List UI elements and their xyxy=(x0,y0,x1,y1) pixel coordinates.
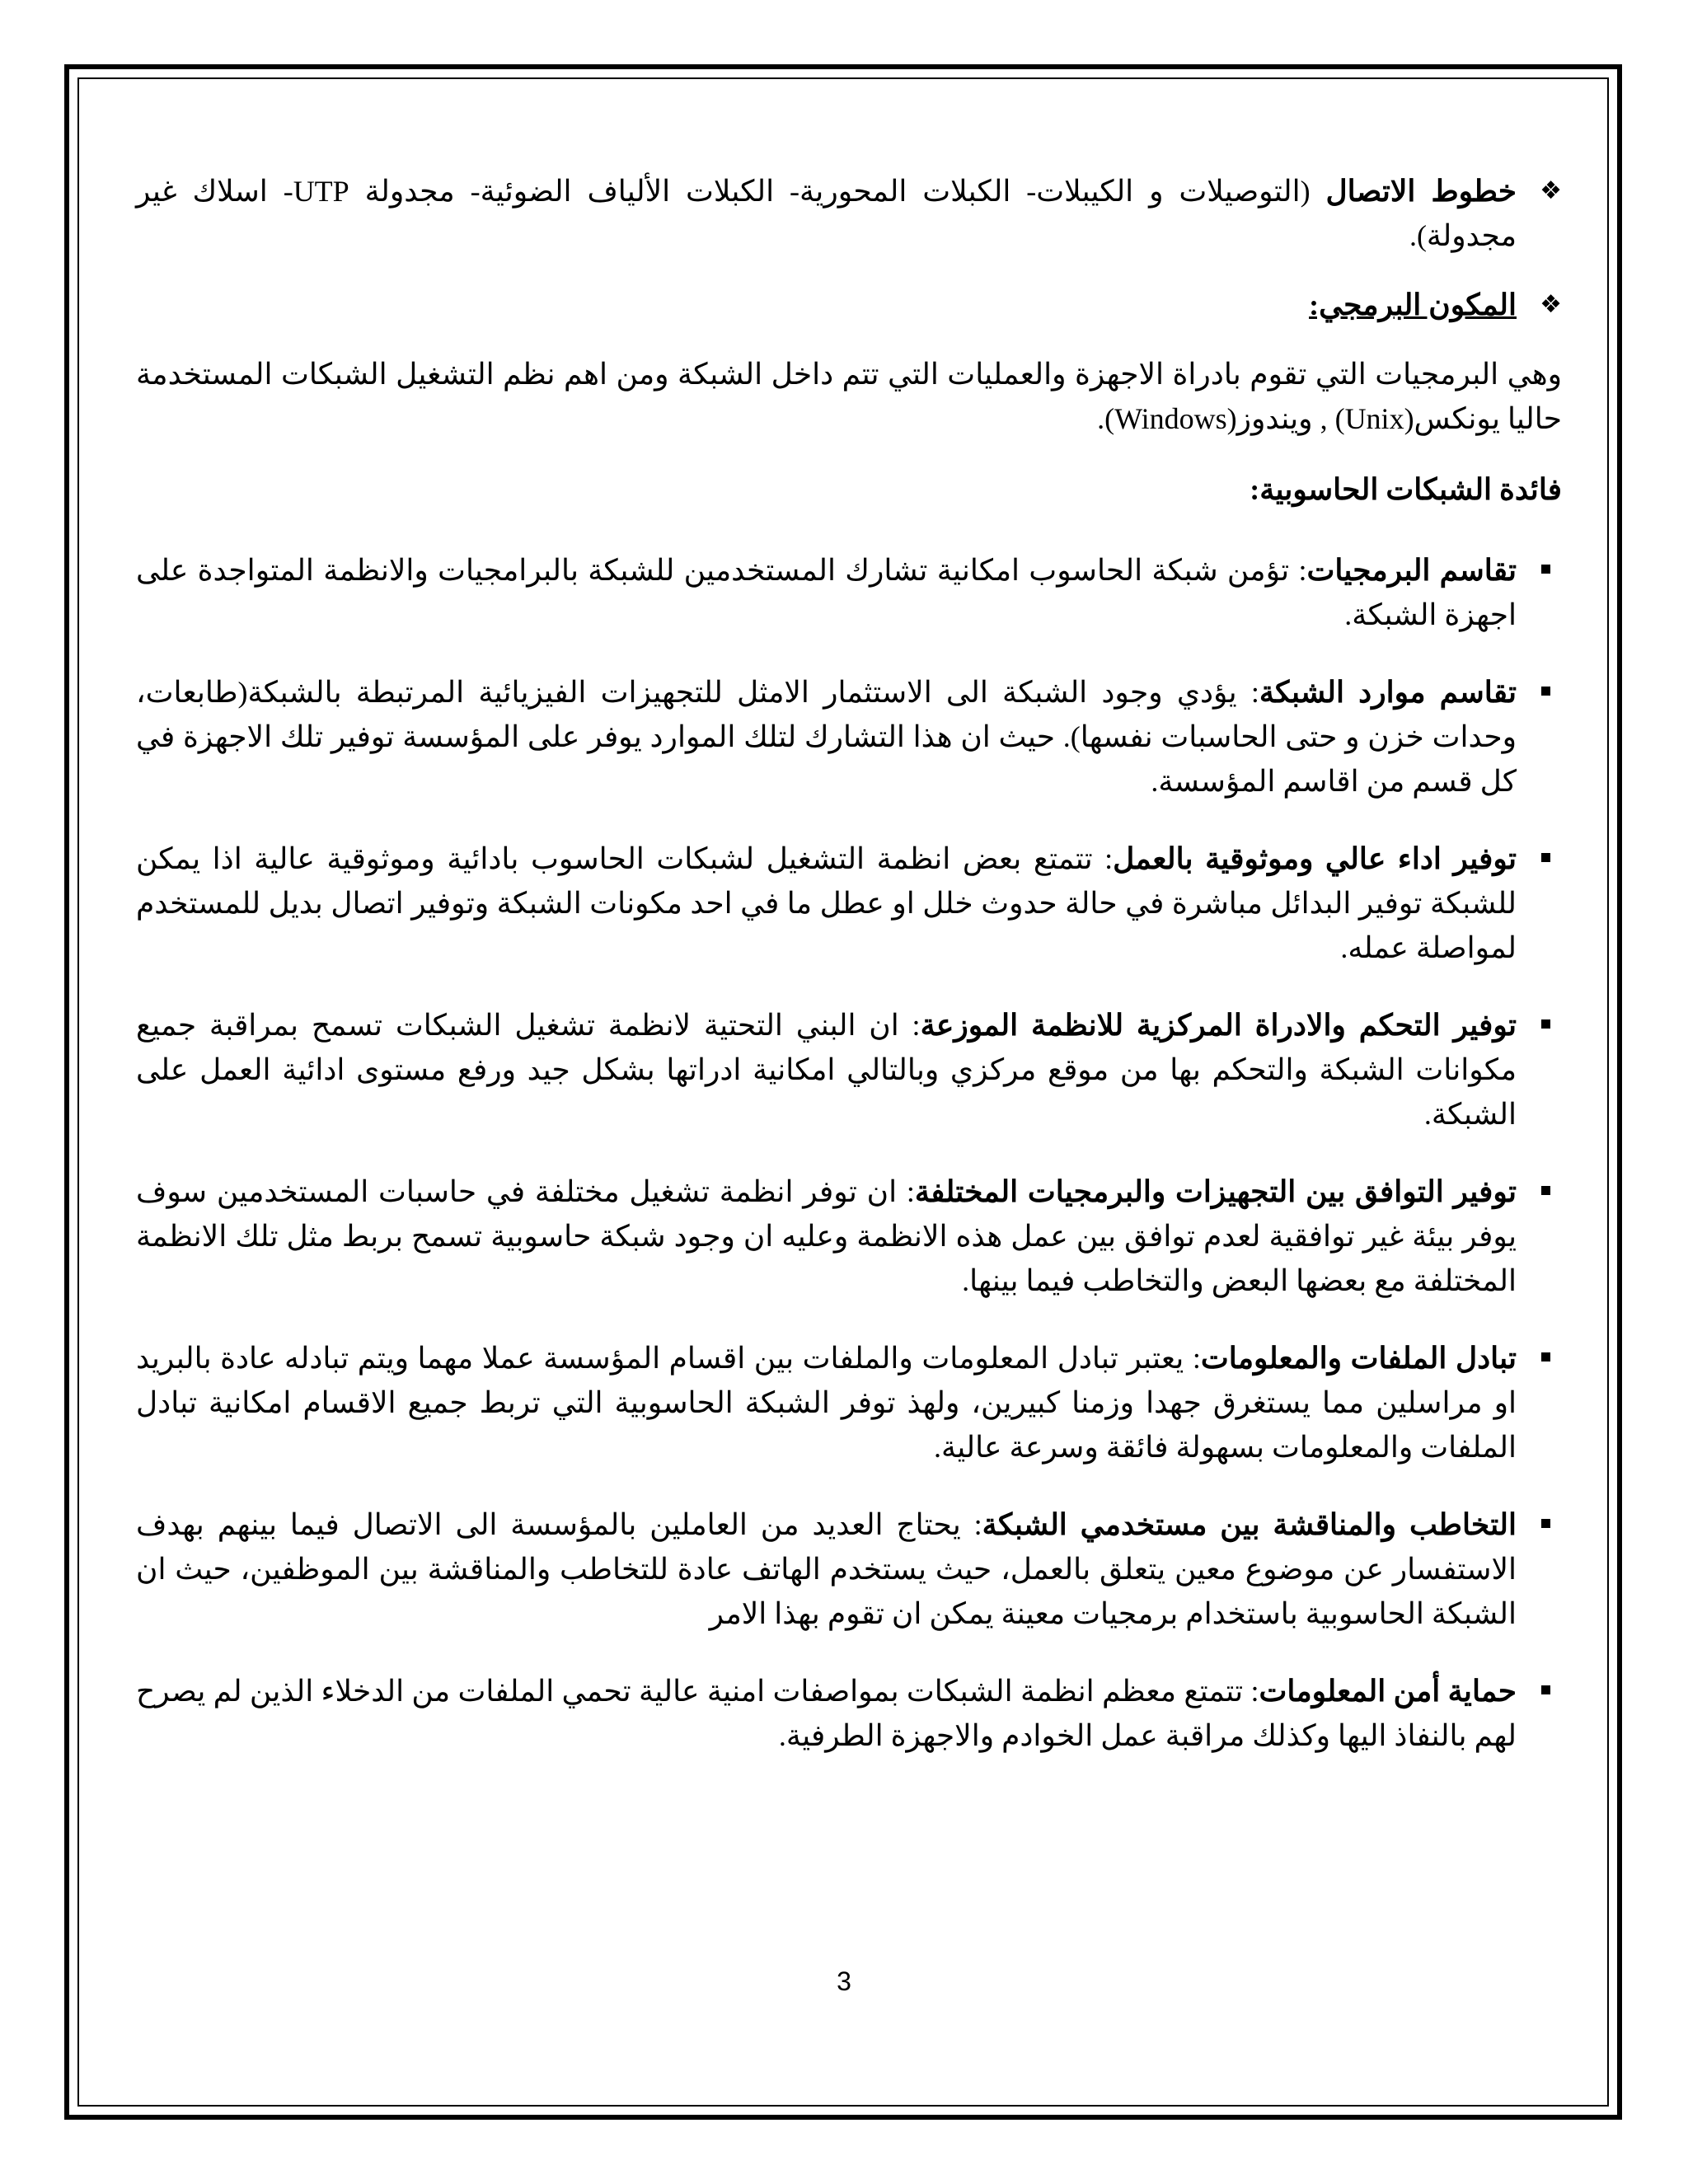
list-item xyxy=(136,548,1562,637)
square-bullet-icon xyxy=(1541,565,1550,574)
list-item xyxy=(136,1003,1562,1137)
four-diamond-icon: ❖ xyxy=(1540,176,1562,205)
square-bullet-icon xyxy=(1541,1186,1550,1195)
four-diamond-icon: ❖ xyxy=(1540,290,1562,319)
square-bullet-icon xyxy=(1541,1352,1550,1361)
benefits-heading: فائدة الشبكات الحاسوبية: xyxy=(1250,473,1562,506)
benefit-title: توفير التحكم والادراة المركزية للانظمة الموزعة xyxy=(920,1009,1517,1042)
list-item xyxy=(136,1169,1562,1303)
communication-lines-title: خطوط الاتصال xyxy=(1325,175,1517,208)
benefit-text: : يحتاج العديد من العاملين بالمؤسسة الى الاتصال فيما بينهم بهدف الاستفسار عن موضوع معين يتعلق بالعمل، حيث يستخدم الهاتف عادة للتخاطب والمناقشة بين الموظفين، حيث ان الشبكة الحاسوبية باستخدام برمجيات معينة يمكن ان تقوم بهذا الامر xyxy=(136,1508,1517,1630)
benefit-text: : ان توفر انظمة تشغيل مختلفة في حاسبات المستخدمين سوف يوفر بيئة غير توافقية لعدم توافق بين عمل هذه الانظمة وعليه ان وجود شبكة حاسوبية تسمح بربط مثل تلك الانظمة المختلفة مع بعضها البعض والتخاطب فيما بينها. xyxy=(136,1175,1517,1297)
benefit-text: : يعتبر تبادل المعلومات والملفات بين اقسام المؤسسة عملا مهما ويتم تبادله عادة بالبريد او مراسلين مما يستغرق جهدا وزمنا كبيرين، ولهذ توفر الشبكة الحاسوبية التي تربط جميع الاقسام امكانية تبادل الملفات والمعلومات بسهولة فائقة وسرعة عالية. xyxy=(136,1342,1517,1464)
page-number: 3 xyxy=(837,1966,851,1996)
square-bullet-icon xyxy=(1541,1685,1550,1694)
list-item xyxy=(136,1336,1562,1469)
square-bullet-icon xyxy=(1541,1519,1550,1528)
benefit-text: : تؤمن شبكة الحاسوب امكانية تشارك المستخدمين للشبكة بالبرامجيات والانظمة المتواجدة على اجهزة الشبكة. xyxy=(136,554,1517,631)
list-item xyxy=(136,1502,1562,1636)
list-item xyxy=(136,670,1562,804)
benefit-text: : تتمتع معظم انظمة الشبكات بمواصفات امنية عالية تحمي الملفات من الدخلاء الذين لم يصرح لهم بالنفاذ اليها وكذلك مراقبة عمل الخوادم والاجهزة الطرفية. xyxy=(136,1675,1517,1752)
square-bullet-icon xyxy=(1541,687,1550,696)
benefit-text: : ان البني التحتية لانظمة تشغيل الشبكات تسمح بمراقبة جميع مكوانات الشبكة والتحكم بها من موقع مركزي وبالتالي امكانية ادراتها بشكل جيد ورفع مستوى ادائية العمل على الشبكة. xyxy=(136,1009,1517,1131)
benefit-title: حماية أمن المعلومات xyxy=(1259,1675,1517,1708)
benefit-title: توفير التوافق بين التجهيزات والبرمجيات المختلفة xyxy=(914,1175,1517,1208)
benefit-title: تبادل الملفات والمعلومات xyxy=(1200,1342,1517,1375)
benefit-title: توفير اداء عالي وموثوقية بالعمل xyxy=(1113,842,1517,875)
benefit-text: : تتمتع بعض انظمة التشغيل لشبكات الحاسوب بادائية وموثوقية عالية اذا يمكن للشبكة توفير البدائل مباشرة في حالة حدوث خلل او عطل ما في احد مكونات الشبكة وتوفير اتصال بديل للمستخدم لمواصلة عمله. xyxy=(136,842,1517,964)
communication-lines-item xyxy=(136,169,1562,258)
list-item xyxy=(136,1669,1562,1758)
list-item xyxy=(136,837,1562,970)
software-component-item xyxy=(136,283,1562,327)
software-paragraph: وهي البرمجيات التي تقوم بادراة الاجهزة والعمليات التي تتم داخل الشبكة ومن اهم نظم التشغيل الشبكات المستخدمة حاليا يونكس(Unix) , ويندوز(Windows). xyxy=(136,358,1562,435)
benefits-list xyxy=(136,548,1562,1758)
software-component-title: المكون البرمجي: xyxy=(1309,288,1517,321)
benefit-text: : يؤدي وجود الشبكة الى الاستثمار الامثل للتجهيزات الفيزيائية المرتبطة بالشبكة(طابعات، وحدات خزن و حتى الحاسبات نفسها). حيث ان هذا التشارك لتلك الموارد يوفر على المؤسسة توفير تلك الاجهزة في كل قسم من اقاسم المؤسسة. xyxy=(136,676,1517,798)
square-bullet-icon xyxy=(1541,1019,1550,1029)
benefit-title: تقاسم البرمجيات xyxy=(1306,554,1517,587)
benefit-title: تقاسم موارد الشبكة xyxy=(1259,676,1517,709)
page-content xyxy=(136,169,1562,1791)
benefit-title: التخاطب والمناقشة بين مستخدمي الشبكة xyxy=(982,1508,1517,1541)
square-bullet-icon xyxy=(1541,853,1550,862)
communication-lines-text: (التوصيلات و الكيبلات- الكبلات المحورية- الكبلات الألياف الضوئية- مجدولة UTP- اسلاك غير مجدولة). xyxy=(136,175,1517,252)
